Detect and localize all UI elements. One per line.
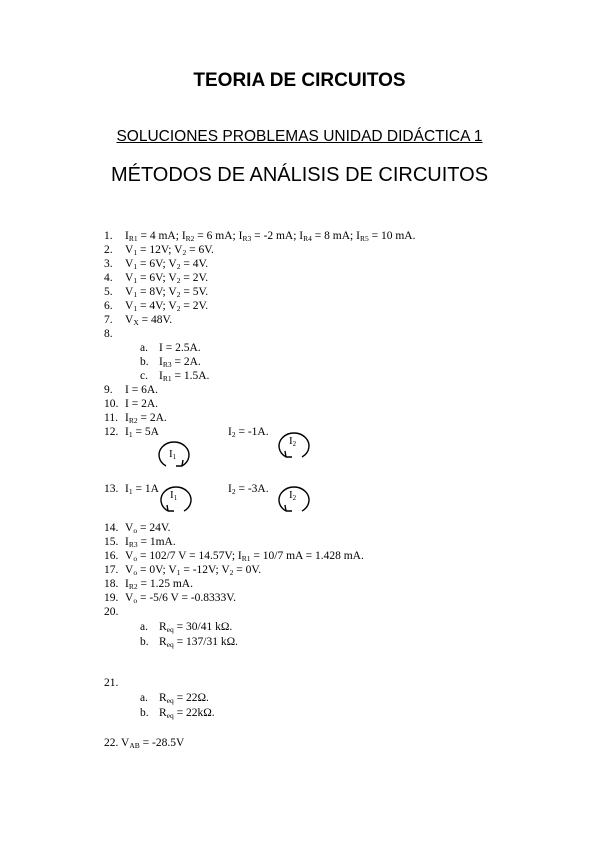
answer-5: 5. $V_1 = 8V$; $V_2 = 5V$. [104, 286, 209, 299]
item-number: 5. [104, 286, 113, 298]
item-number: 8. [104, 328, 113, 340]
answer-12: 12. $I_1 = 5A$ [104, 426, 159, 439]
answer-21b: b. $R_{eq} = 22k\Omega$. [140, 707, 215, 720]
answer-19: 19. $V_o = -5/6$ V = -0.8333V. [104, 592, 236, 605]
answer-20 [104, 605, 125, 619]
item-number: 19. [104, 592, 119, 604]
answer-1: 1. $I_{R1} = 4$ mA; $I_{R2} = 6$ mA; $I_{R3} = -2$ mA; $I_{R4} = 8$ mA; $I_{R5} = 10$ mA. [104, 230, 416, 243]
answer-8b: b. $I_{R3} = 2A$. [140, 356, 201, 369]
answer-15: 15. $I_{R3} = 1mA$. [104, 536, 176, 549]
item-number: 15. [104, 536, 119, 548]
item-number: 13. [104, 483, 119, 495]
sub-item-letter: b. [140, 356, 149, 368]
answer-7: 7. $V_X = 48V$. [104, 314, 173, 327]
clockwise-loop-arrow-icon [156, 437, 192, 469]
loop-label-i1: I1 [169, 448, 177, 461]
item-number: 12. [104, 426, 119, 438]
answer-22: 22. $V_{AB} = -28.5V$ [104, 737, 185, 750]
sub-item-letter: b. [140, 636, 149, 648]
item-number: 16. [104, 550, 119, 562]
answer-14: 14. $V_o = 24V$. [104, 522, 171, 535]
sub-item-letter: a. [140, 621, 148, 633]
answer-18: 18. $I_{R2} = 1.25$ mA. [104, 578, 193, 591]
answer-6: 6. $V_1 = 4V$; $V_2 = 2V$. [104, 300, 209, 313]
answer-9: 9. I = 6A. [104, 384, 159, 396]
answer-17: 17. $V_o = 0V$; $V_1 = -12V$; $V_2 = 0V$. [104, 564, 262, 577]
item-number: 17. [104, 564, 119, 576]
item-number: 20. [104, 606, 119, 618]
item-number: 9. [104, 384, 113, 396]
loop-label-i2: I2 [289, 489, 297, 502]
sub-item-letter: a. [140, 342, 148, 354]
answer-10: 10. I = 2A. [104, 398, 159, 410]
answer-2: 2. $V_1 = 12V$; $V_2 = 6V$. [104, 244, 214, 257]
item-number: 7. [104, 314, 113, 326]
item-number: 22. [104, 737, 119, 749]
clockwise-loop-arrow-icon [276, 428, 312, 460]
answer-20a: a. $R_{eq} = 30/41$ kΩ. [140, 621, 233, 634]
answer-8c: c. $I_{R1} = 1.5A$. [140, 370, 210, 383]
answer-16: 16. $V_o = 102/7$ V = 14.57V; $I_{R1} = 10/7$ mA = 1.428 mA. [104, 550, 364, 563]
clockwise-loop-arrow-icon [276, 482, 312, 514]
sub-item-letter: a. [140, 692, 148, 704]
item-number: 11. [104, 412, 118, 424]
item-number: 1. [104, 230, 113, 242]
answer-11: 11. $I_{R2} = 2A$. [104, 412, 167, 425]
item-number: 14. [104, 522, 119, 534]
clockwise-loop-arrow-icon [158, 482, 194, 514]
item-number: 21. [104, 677, 119, 689]
item-number: 18. [104, 578, 119, 590]
item-number: 2. [104, 244, 113, 256]
item-number: 3. [104, 258, 113, 270]
answer-21a: a. $R_{eq} = 22\Omega$. [140, 692, 209, 705]
loop-label-i1: I1 [170, 489, 178, 502]
answer-3: 3. $V_1 = 6V$; $V_2 = 4V$. [104, 258, 209, 271]
answer-4: 4. $V_1 = 6V$; $V_2 = 2V$. [104, 272, 209, 285]
answer-21 [104, 676, 125, 690]
sub-item-letter: b. [140, 707, 149, 719]
item-number: 6. [104, 300, 113, 312]
document-subtitle: SOLUCIONES PROBLEMAS UNIDAD DIDÁCTICA 1 [116, 128, 483, 145]
item-number: 10. [104, 398, 119, 410]
sub-item-letter: c. [140, 370, 148, 382]
answer-13: 13. $I_1 = 1A$ [104, 483, 159, 496]
answer-8a: a. I = 2.5A. [140, 342, 201, 354]
section-heading: MÉTODOS DE ANÁLISIS DE CIRCUITOS [110, 164, 489, 186]
loop-label-i2: I2 [289, 435, 297, 448]
answer-12-i2: $I_2 = -1A$. [228, 426, 269, 439]
answer-8 [104, 327, 125, 341]
answer-20b: b. $R_{eq} = 137/31$ kΩ. [140, 636, 239, 649]
answer-13-i2: $I_2 = -3A$. [228, 483, 269, 496]
document-title: TEORIA DE CIRCUITOS [193, 70, 406, 91]
item-number: 4. [104, 272, 113, 284]
